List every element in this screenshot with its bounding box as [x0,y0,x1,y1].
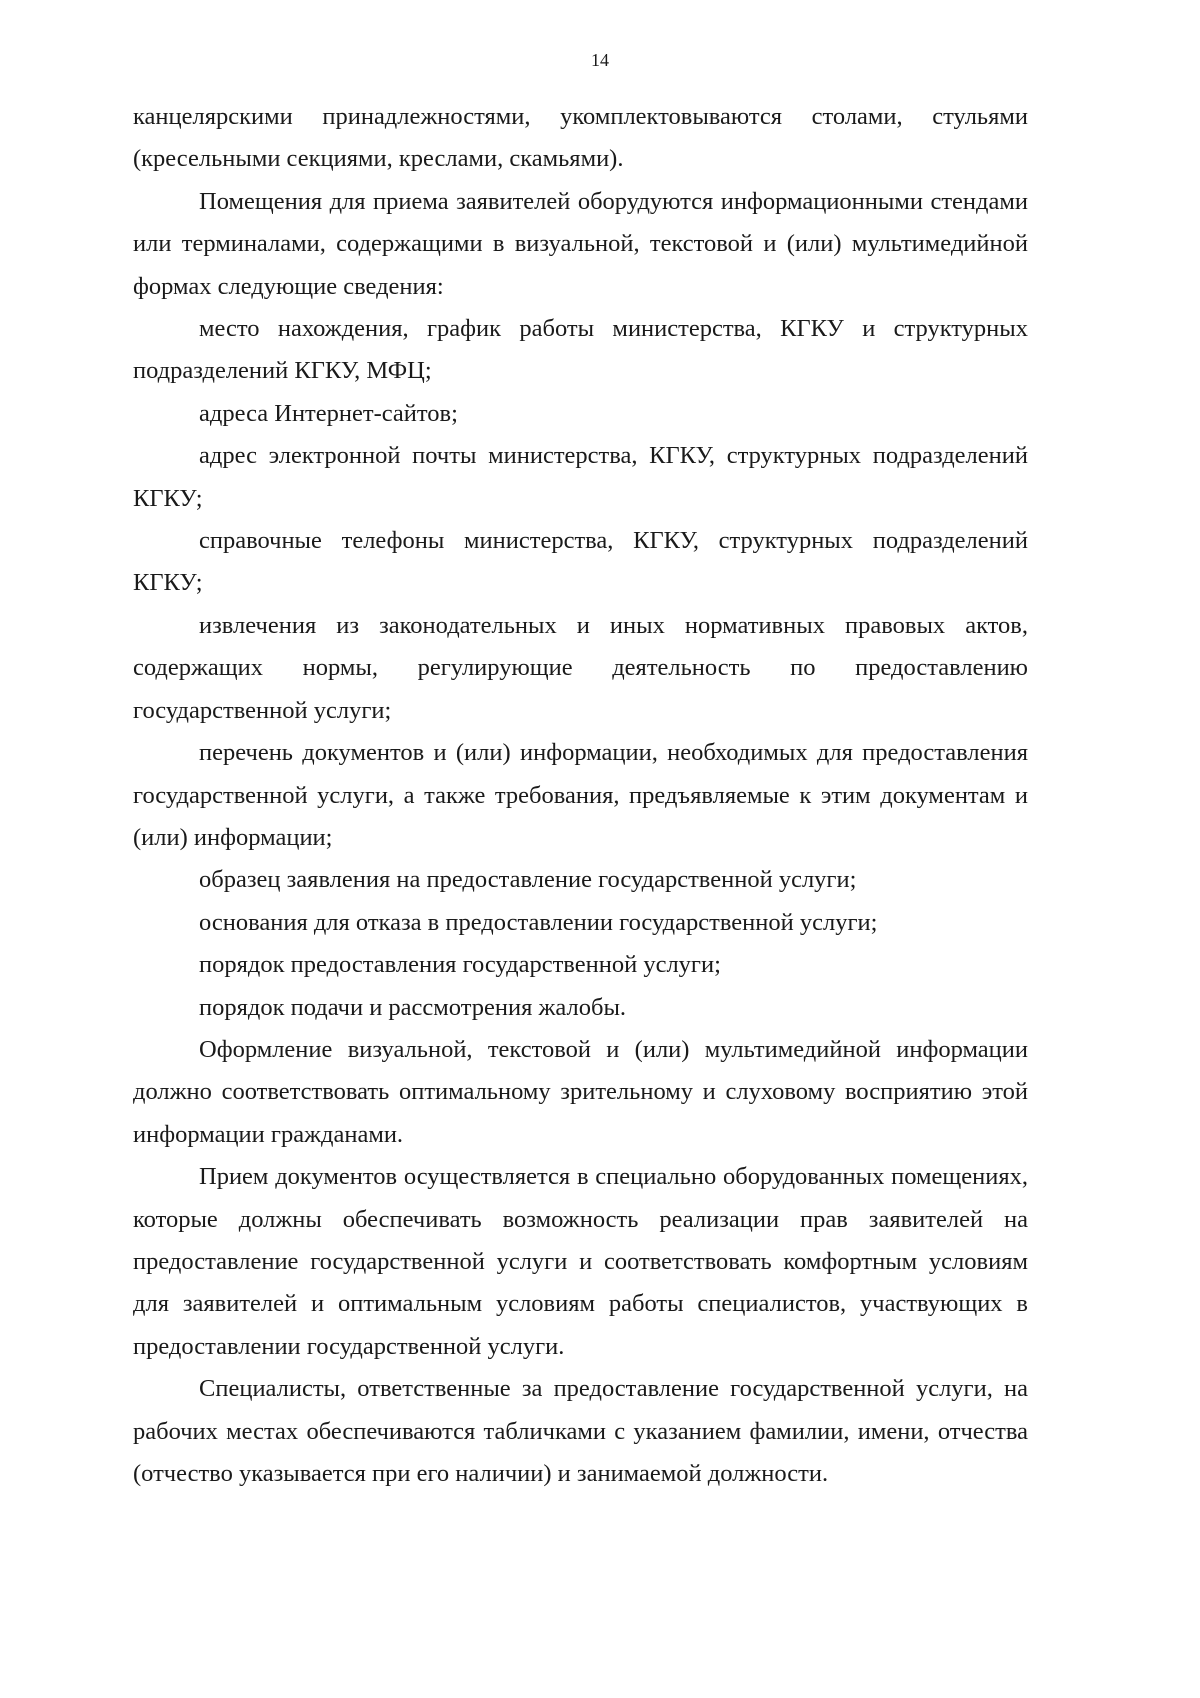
list-item-refusal-grounds: основания для отказа в предоставлении государственной услуги; [199,908,878,936]
paragraph-information-design: Оформление визуальной, текстовой и (или) мультимедийной информации должно соответствовать оптимальному зрительному и слуховому восприятию этой информации гражданами. [133,1035,1028,1148]
document-body [133,96,1028,1495]
paragraph-specialists: Специалисты, ответственные за предоставление государственной услуги, на рабочих местах обеспечиваются табличками с указанием фамилии, имени, отчества (отчество указывается при его наличии) и занимаемой должности. [133,1375,1028,1487]
list-item-email: адрес электронной почты министерства, КГКУ, структурных подразделений КГКУ; [133,442,1028,512]
page-number: 14 [591,50,609,70]
list-item-phones: справочные телефоны министерства, КГКУ, структурных подразделений КГКУ; [133,527,1028,597]
paragraph-document-reception: Прием документов осуществляется в специально оборудованных помещениях, которые должны обеспечивать возможность реализации прав заявителей на предоставление государственной услуги и соответствовать комфортным условиям для заявителей и оптимальным условиям работы специалистов, участвующих в предоставлении государственной услуги. [133,1163,1028,1360]
list-item-complaint-procedure: порядок подачи и рассмотрения жалобы. [199,993,627,1021]
list-item-application-sample: образец заявления на предоставление государственной услуги; [199,866,857,894]
paragraph-continuation: канцелярскими принадлежностями, укомплектовываются столами, стульями (кресельными секциями, креслами, скамьями). [133,103,1028,173]
list-item-service-procedure: порядок предоставления государственной услуги; [199,951,721,979]
paragraph-premises-equipment: Помещения для приема заявителей оборудуются информационными стендами или терминалами, содержащими в визуальной, текстовой и (или) мультимедийной формах следующие сведения: [133,187,1028,300]
list-item-legal-extracts: извлечения из законодательных и иных нормативных правовых актов, содержащих нормы, регулирующие деятельность по предоставлению государственной услуги; [133,611,1028,724]
list-item-documents-list: перечень документов и (или) информации, необходимых для предоставления государственной услуги, а также требования, предъявляемые к этим документам и (или) информации; [133,739,1028,851]
list-item-location: место нахождения, график работы министерства, КГКУ и структурных подразделений КГКУ, МФЦ; [133,315,1028,385]
list-item-websites: адреса Интернет-сайтов; [199,399,458,427]
